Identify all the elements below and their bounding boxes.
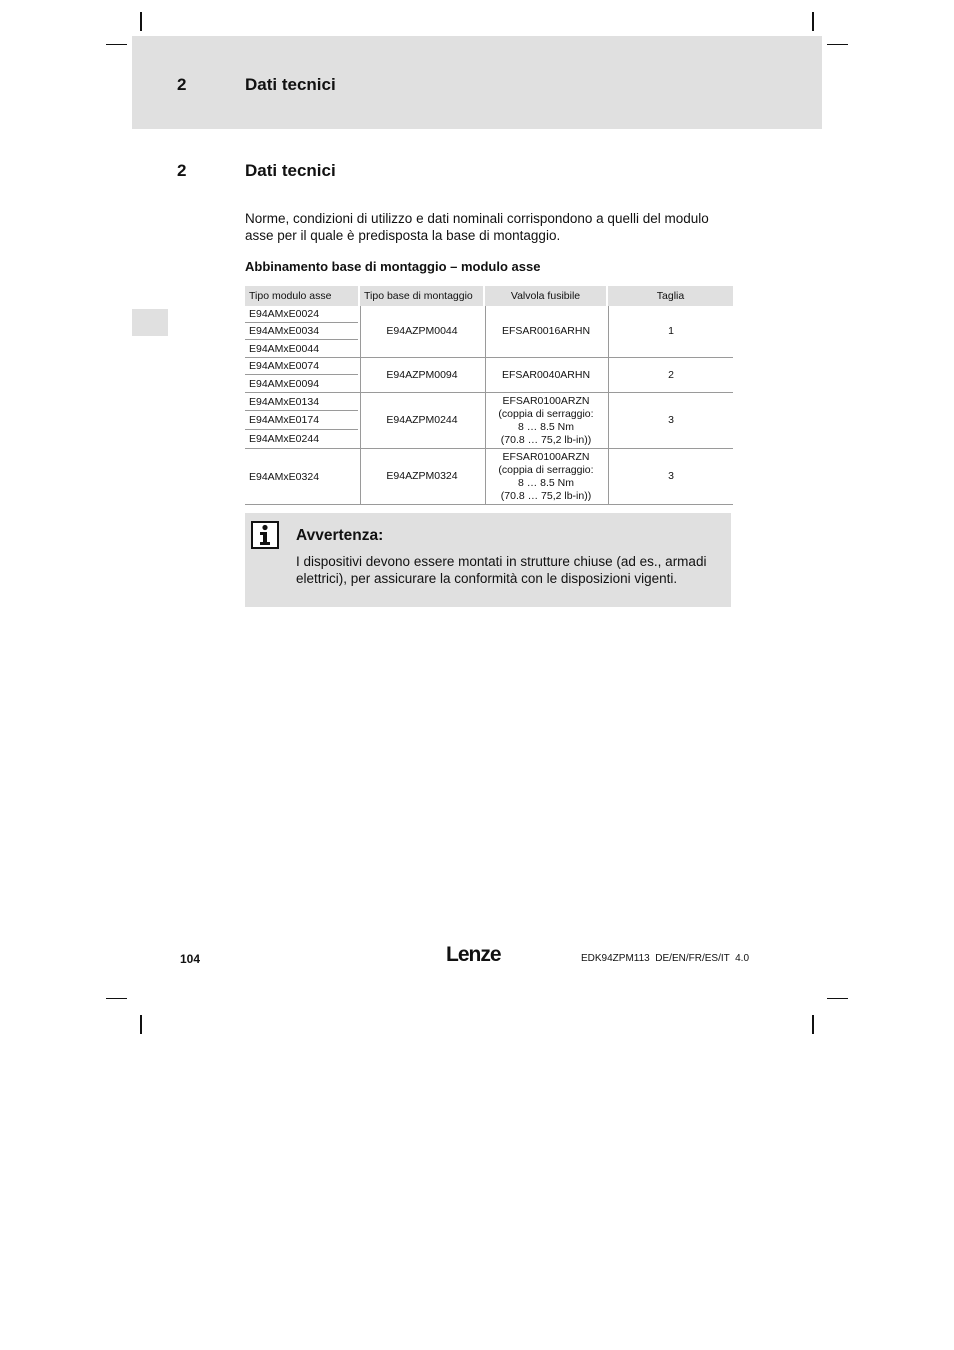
fuse-line: EFSAR0100ARZN bbox=[502, 450, 590, 463]
crop-mark bbox=[827, 44, 848, 45]
intro-paragraph: Norme, condizioni di utilizzo e dati nominali corrispondono a quelli del modulo asse per il quale è predisposta la base di montaggio. bbox=[245, 211, 709, 243]
type-list bbox=[245, 393, 358, 448]
fuse-cell bbox=[485, 393, 606, 448]
crop-mark bbox=[827, 998, 848, 999]
table-row: E94AMxE0074 bbox=[245, 358, 358, 375]
chapter-number: 2 bbox=[177, 75, 187, 94]
fuse-line: EFSAR0040ARHN bbox=[501, 368, 591, 381]
fuse-cell bbox=[485, 449, 606, 504]
chapter-title: Dati tecnici bbox=[245, 75, 336, 94]
chapter-header-band bbox=[132, 36, 822, 129]
table-row: E94AMxE0174 bbox=[245, 411, 358, 430]
lenze-logo: Lenze bbox=[446, 943, 501, 966]
table-header-cell: Tipo base di montaggio bbox=[360, 286, 483, 306]
document-id: EDK94ZPM113 DE/EN/FR/ES/IT 4.0 bbox=[581, 953, 750, 964]
table-row: E94AMxE0024 bbox=[245, 306, 358, 323]
crop-mark bbox=[106, 998, 127, 999]
table-title: Abbinamento base di montaggio – modulo asse bbox=[245, 259, 541, 274]
fuse-cell bbox=[485, 306, 606, 357]
fuse-line: (70.8 … 75,2 lb-in)) bbox=[500, 489, 592, 502]
table-header-row bbox=[245, 286, 733, 306]
page-number: 104 bbox=[180, 952, 201, 966]
table-row: E94AMxE0044 bbox=[249, 342, 320, 355]
fuse-cell bbox=[485, 358, 606, 392]
size-cell: 3 bbox=[608, 393, 733, 448]
fuse-line: (coppia di serraggio: bbox=[498, 463, 594, 476]
crop-mark bbox=[812, 12, 814, 31]
fuse-line: 8 … 8.5 Nm bbox=[517, 476, 575, 489]
type-list bbox=[245, 449, 358, 504]
table-header-cell: Taglia bbox=[608, 286, 733, 306]
table-row: E94AMxE0094 bbox=[249, 377, 320, 390]
table-group bbox=[245, 449, 733, 505]
section-title: Dati tecnici bbox=[245, 161, 336, 180]
table-header-cell: Tipo modulo asse bbox=[245, 286, 358, 306]
note-box bbox=[245, 513, 731, 607]
fuse-line: 8 … 8.5 Nm bbox=[517, 420, 575, 433]
size-cell: 2 bbox=[608, 358, 733, 392]
crop-mark bbox=[140, 12, 142, 31]
side-tab-marker bbox=[132, 309, 168, 336]
type-list bbox=[245, 306, 358, 357]
info-icon bbox=[251, 521, 279, 549]
base-type-cell: E94AZPM0244 bbox=[360, 393, 483, 448]
base-type-cell: E94AZPM0094 bbox=[360, 358, 483, 392]
table-row: E94AMxE0324 bbox=[249, 470, 320, 483]
fuse-line: (70.8 … 75,2 lb-in)) bbox=[500, 433, 592, 446]
fuse-line: EFSAR0016ARHN bbox=[501, 325, 591, 337]
size-cell: 1 bbox=[608, 306, 733, 357]
fuse-line: EFSAR0100ARZN bbox=[502, 394, 590, 407]
table-row: E94AMxE0244 bbox=[249, 433, 320, 445]
note-text: I dispositivi devono essere montati in strutture chiuse (ad es., armadi elettrici), per assicurare la conformità con le disposizioni vigenti. bbox=[296, 554, 707, 586]
base-type-cell: E94AZPM0324 bbox=[360, 449, 483, 504]
table-group bbox=[245, 358, 733, 393]
crop-mark bbox=[106, 44, 127, 45]
fuse-line: (coppia di serraggio: bbox=[498, 407, 594, 420]
base-type-cell: E94AZPM0044 bbox=[360, 306, 483, 357]
size-cell: 3 bbox=[608, 449, 733, 504]
table-group bbox=[245, 393, 733, 449]
crop-mark bbox=[140, 1015, 142, 1034]
table-row: E94AMxE0134 bbox=[245, 393, 358, 411]
type-list bbox=[245, 358, 358, 392]
note-title: Avvertenza: bbox=[296, 527, 384, 544]
section-number: 2 bbox=[177, 161, 187, 180]
table-group bbox=[245, 306, 733, 358]
assignment-table bbox=[245, 286, 733, 505]
crop-mark bbox=[812, 1015, 814, 1034]
table-row: E94AMxE0034 bbox=[245, 323, 358, 340]
table-header-cell: Valvola fusibile bbox=[485, 286, 606, 306]
